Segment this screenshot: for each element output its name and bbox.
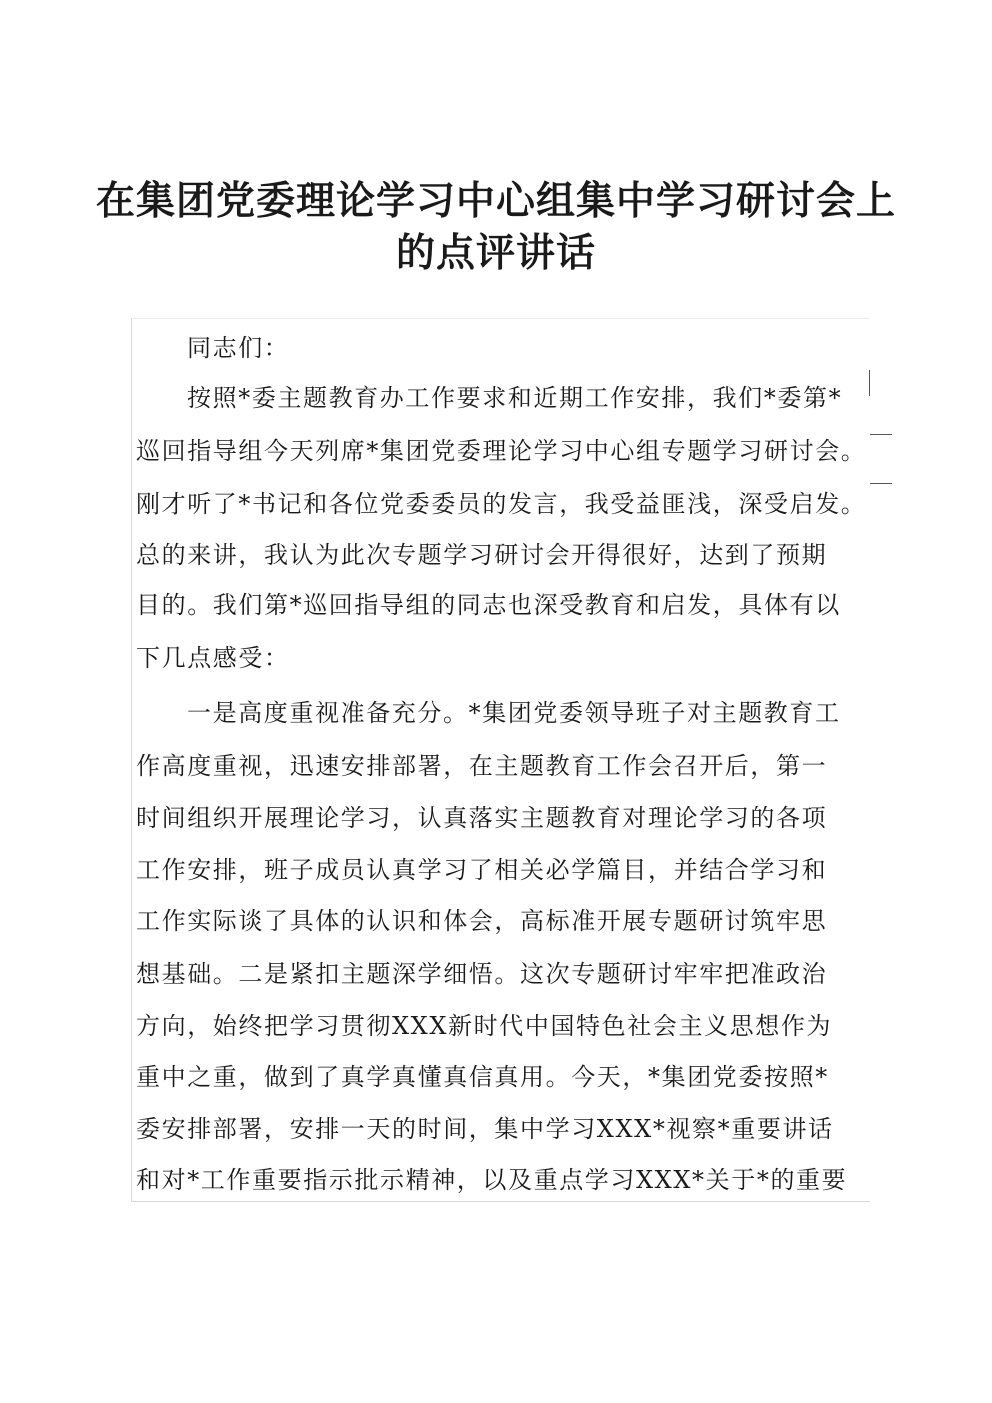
- paragraph-line: 时间组织开展理论学习，认真落实主题教育对理论学习的各项: [136, 804, 828, 832]
- paragraph-line: 巡回指导组今天列席*集团党委理论学习中心组专题学习研讨会。: [136, 437, 867, 465]
- paragraph-line: 想基础。二是紧扣主题深学细悟。这次专题研讨牢牢把准政治: [136, 960, 828, 988]
- salutation: 同志们：: [187, 334, 290, 362]
- paragraph-line: 作高度重视，迅速安排部署，在主题教育工作会召开后，第一: [136, 752, 828, 780]
- margin-tick: [869, 370, 870, 396]
- paragraph-line: 按照*委主题教育办工作要求和近期工作安排，我们*委第*: [187, 384, 843, 412]
- paragraph-line: 下几点感受：: [136, 644, 290, 672]
- margin-mark: [870, 483, 892, 484]
- paragraph-line: 一是高度重视准备充分。*集团党委领导班子对主题教育工: [187, 699, 841, 727]
- document-title-line-2: 的点评讲话: [395, 231, 596, 276]
- paragraph-line: 工作实际谈了具体的认识和体会，高标准开展专题研讨筑牢思: [136, 907, 828, 935]
- paragraph-line: 总的来讲，我认为此次专题学习研讨会开得很好，达到了预期: [136, 541, 828, 569]
- paragraph-line: 刚才听了*书记和各位党委委员的发言，我受益匪浅，深受启发。: [136, 490, 867, 518]
- paragraph-line: 目的。我们第*巡回指导组的同志也深受教育和启发，具体有以: [136, 591, 841, 619]
- paragraph-line: 工作安排，班子成员认真学习了相关必学篇目，并结合学习和: [136, 856, 828, 884]
- paragraph-line: 和对*工作重要指示批示精神，以及重点学习XXX*关于*的重要: [136, 1166, 848, 1194]
- document-title-line-1: 在集团党委理论学习中心组集中学习研讨会上: [95, 179, 896, 224]
- margin-mark: [870, 434, 892, 435]
- paragraph-line: 重中之重，做到了真学真懂真信真用。今天，*集团党委按照*: [136, 1063, 829, 1091]
- paragraph-line: 委安排部署，安排一天的时间，集中学习XXX*视察*重要讲话: [136, 1115, 834, 1143]
- paragraph-line: 方向，始终把学习贯彻XXX新时代中国特色社会主义思想作为: [136, 1012, 833, 1040]
